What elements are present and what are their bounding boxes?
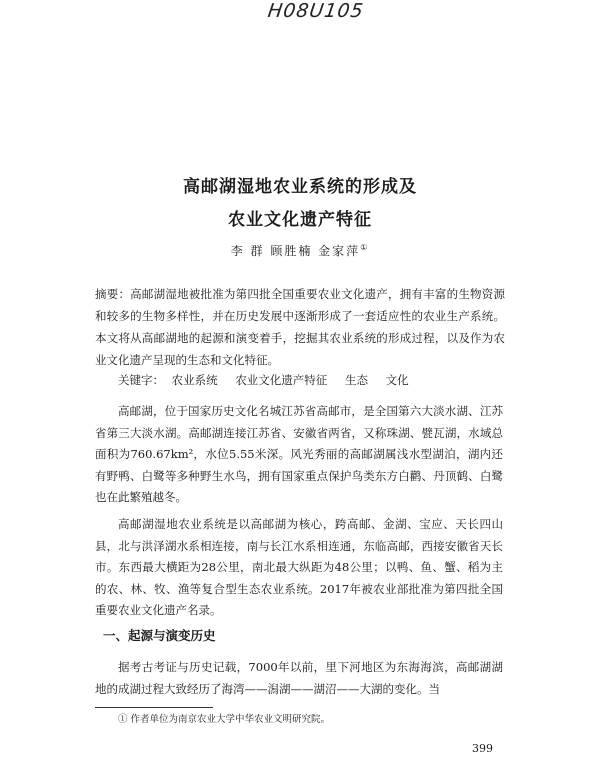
- keyword: 农业文化遗产特征: [235, 373, 328, 387]
- page-number: 399: [472, 742, 493, 755]
- keyword: 文化: [385, 373, 409, 387]
- title-line-1: 高邮湖湿地农业系统的形成及: [183, 177, 417, 197]
- abstract: 摘要：高邮湖湿地被批准为第四批全国重要农业文化遗产，拥有丰富的生物资源和较多的生物多样性，并在历史发展中逐渐形成了一套适应性的农业生产系统。本文将从高邮湖地的起源和演变着手，挖掘其农业系统的形成过程，以及作为农业文化遗产呈现的生态和文化特征。: [95, 287, 505, 367]
- footnote-divider: [95, 707, 213, 708]
- author-footnote-mark: ①: [360, 243, 370, 252]
- authors: [0, 242, 600, 259]
- body-paragraph-1: 高邮湖，位于国家历史文化名城江苏省高邮市，是全国第六大淡水湖、江苏省第三大淡水湖。高邮湖连接江苏省、安徽省两省，又称珠湖、甓瓦湖，水域总面积为760.67km²，水位5.55米深。风光秀丽的高邮湖属浅水型湖泊，湖内还有野鸭、白鹭等多种野生水鸟，拥有国家重点保护鸟类东方白鹳、丹顶鹤、白鹭也在此繁殖越冬。: [95, 404, 503, 504]
- author-names: 李 群 顾胜楠 金家萍: [230, 244, 361, 258]
- title-line-2: 农业文化遗产特征: [228, 210, 372, 230]
- keyword: 农业系统: [171, 373, 218, 387]
- keyword: 生态: [344, 373, 368, 387]
- body-paragraph-2: 高邮湖湿地农业系统是以高邮湖为核心，跨高邮、金湖、宝应、天长四山县，北与洪泽湖水系相连接，南与长江水系相连通，东临高邮，西接安徽省天长市。东西最大横距为28公里，南北最大纵距为48公里；以鸭、鱼、蟹、稻为主的农、林、牧、渔等复合型生态农业系统。2017年被农业部批准为第四批全国重要农业文化遗产名录。: [95, 517, 503, 617]
- handwritten-note: H08U105: [266, 0, 366, 22]
- keywords: [118, 372, 423, 388]
- keywords-label: 关键字：: [118, 373, 164, 387]
- footnote: ① 作者单位为南京农业大学中华农业文明研究院。: [118, 714, 331, 725]
- body-paragraph-3: 据考古考证与历史记载，7000年以前，里下河地区为东海海滨，高邮湖湖地的成湖过程大致经历了海湾——潟湖——湖沼——大湖的变化。当: [95, 660, 503, 696]
- section-heading: 一、起源与演变历史: [103, 628, 216, 643]
